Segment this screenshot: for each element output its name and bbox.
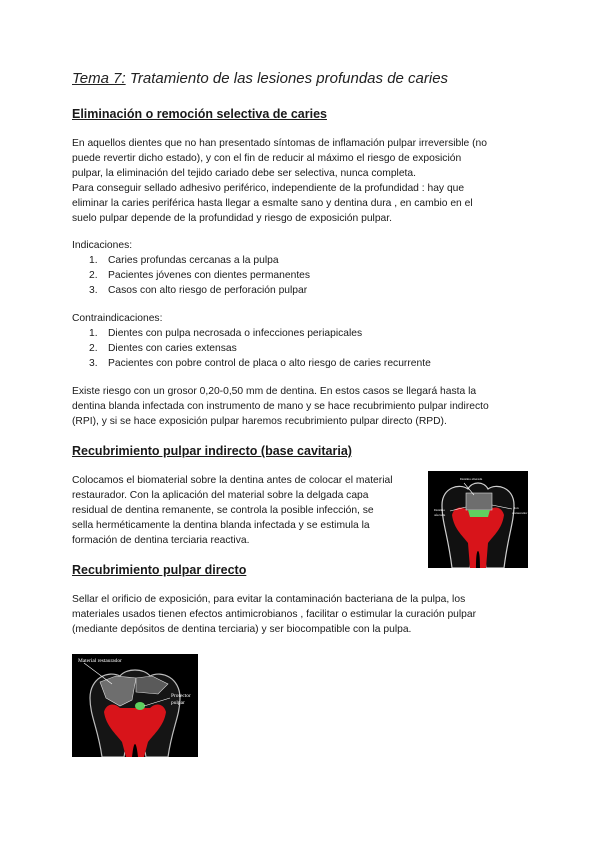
indications-list [72,253,534,298]
text-line: Existe riesgo con un grosor 0,20-0,50 mm de dentina. En estos casos se llegará hasta la [72,386,477,397]
text-line: Sellar el orificio de exposición, para evitar la contaminación bacteriana de la pulpa, los [72,594,466,605]
page-title [72,70,448,87]
text-line: dentina blanda infectada con instrumento de mano y se hace recubrimiento pulpar indirecto [72,401,489,412]
list-item: 3. Casos con alto riesgo de perforación pulpar [89,285,308,296]
text-line: suelo pulpar depende de la profundidad y riesgo de exposición pulpar. [72,213,393,224]
tooth-illustration [428,471,528,568]
section-heading-directo: Recubrimiento pulpar directo [72,563,247,577]
tooth-diagram-direct [72,654,198,757]
title-text: Tratamiento de las lesiones profundas de caries [125,70,449,87]
label-restaurador: restaurador [512,511,528,515]
contraindications-list [72,326,534,371]
paragraph-intro [72,136,534,226]
text-line: residual de dentina remanente, se controla la posible infección, se [72,505,374,516]
text-line: (mediante depósitos de dentina terciaria) y ser biocompatible con la pulpa. [72,624,412,635]
contraindications-block [72,311,534,371]
text-line: Para conseguir sellado adhesivo periférico, independiente de la profundidad : hay que [72,183,465,194]
list-item: 3. Pacientes con pobre control de placa o alto riesgo de caries recurrente [89,358,431,369]
contraindications-label: Contraindicaciones: [72,313,163,324]
label-protector: Protector [171,693,191,699]
text-line: pulpar, la eliminación del tejido cariado debe ser selectiva, nunca completa. [72,168,417,179]
text-line: materiales usados tienen efectos antimicrobianos , facilitar o estimular la curación pulpar [72,609,477,620]
label-material-restaurador: Material restaurador [78,658,122,664]
paragraph-indirecto [72,473,417,548]
list-item: 1. Dientes con pulpa necrosada o infecciones periapicales [89,328,363,339]
tooth-diagram-indirect [428,471,528,568]
indications-block [72,238,534,298]
text-line: formación de dentina terciaria reactiva. [72,535,250,546]
label-pulpar: pulpar [171,700,185,706]
text-line: sella herméticamente la dentina blanda infectada y se estimula la [72,520,370,531]
section-heading-indirecto: Recubrimiento pulpar indirecto (base cavitaria) [72,444,352,458]
indications-label: Indicaciones: [72,240,133,251]
label-dentina-alterada: Dentina alterada [460,477,483,481]
text-line: restaurador. Con la aplicación del material sobre la delgada capa [72,490,369,501]
paragraph-directo [72,592,534,637]
label-dentina: Dentina [434,508,445,512]
paragraph-risk [72,384,534,429]
list-item: 2. Dientes con caries extensas [89,343,237,354]
text-line: (RPI), y si se hace exposición pulpar haremos recubrimiento pulpar directo (RPD). [72,416,447,427]
text-line: puede revertir dicho estado), y con el fin de reducir al máximo el riesgo de exposición [72,153,462,164]
text-line: Colocamos el biomaterial sobre la dentina antes de colocar el material [72,475,393,486]
list-item: 1. Caries profundas cercanas a la pulpa [89,255,279,266]
label-afectada: afectada [434,513,446,517]
title-prefix: Tema 7: [72,70,126,87]
text-line: En aquellos dientes que no han presentado síntomas de inflamación pulpar irreversible (no [72,138,487,149]
tooth-illustration [72,654,198,757]
text-line: eliminar la caries periférica hasta llegar a esmalte sano y dentina dura , en cambio en el [72,198,473,209]
label-ion: Ion [514,506,519,510]
section-heading-seleccion: Eliminación o remoción selectiva de caries [72,107,327,121]
list-item: 2. Pacientes jóvenes con dientes permanentes [89,270,311,281]
